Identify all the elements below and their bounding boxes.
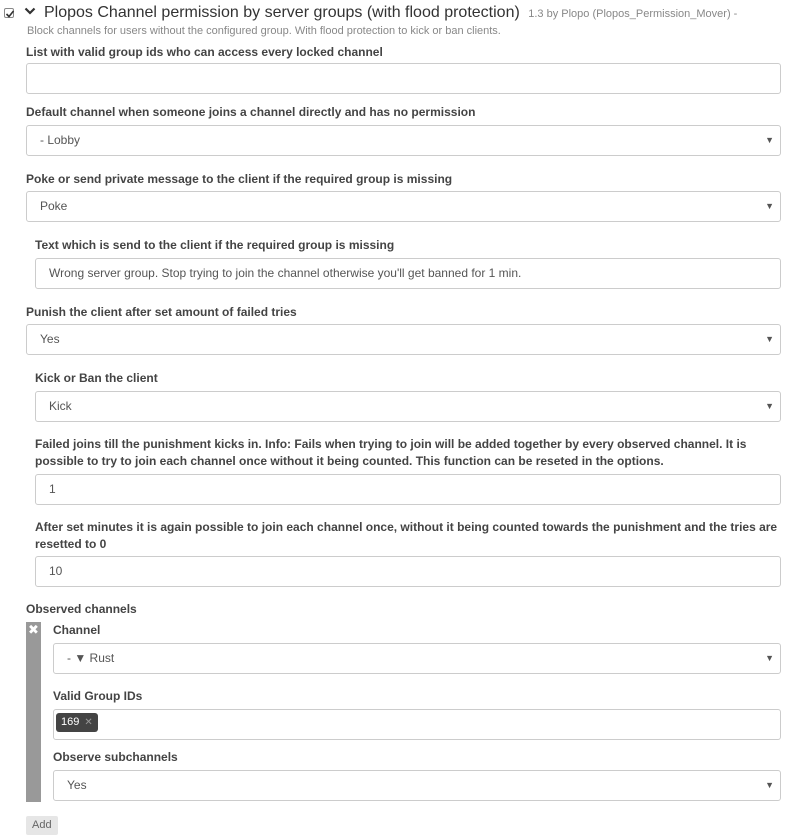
group-id-tag	[56, 713, 98, 732]
plugin-description: Block channels for users without the configured group. With flood protection to kick or ban clients.	[27, 25, 501, 37]
enable-checkbox[interactable]	[4, 8, 14, 18]
poke-or-pm-select[interactable]	[26, 191, 781, 222]
default-channel-select[interactable]	[26, 125, 781, 156]
group-ids-label: Valid Group IDs	[53, 689, 143, 703]
message-text-label: Text which is send to the client if the required group is missing	[35, 238, 395, 252]
group-ids-input[interactable]	[53, 709, 781, 740]
failed-joins-input[interactable]: 1	[35, 474, 781, 505]
remove-entry-icon[interactable]: ✖	[28, 622, 39, 637]
punish-value: Yes	[40, 332, 60, 346]
entry-sidebar	[26, 622, 41, 802]
kick-or-ban-select[interactable]	[35, 391, 781, 422]
default-channel-label: Default channel when someone joins a channel directly and has no permission	[26, 105, 476, 119]
add-button[interactable]: Add	[26, 816, 58, 835]
group-id-tag-label: 169	[61, 716, 80, 728]
default-channel-value: - Lobby	[40, 133, 81, 147]
failed-joins-label: Failed joins till the punishment kicks in. Info: Fails when trying to join will be added together by every observed channel. It is possible to try to join each channel once without it being counted. This function can be reseted in the options.	[35, 437, 747, 468]
plugin-title-row	[44, 4, 737, 22]
punish-label: Punish the client after set amount of failed tries	[26, 305, 297, 319]
subchannels-value: Yes	[67, 778, 87, 792]
poke-or-pm-value: Poke	[40, 199, 68, 213]
tag-remove-icon[interactable]: ✕	[84, 717, 93, 728]
valid-groups-label: List with valid group ids who can access every locked channel	[26, 45, 383, 59]
poke-or-pm-label: Poke or send private message to the client if the required group is missing	[26, 172, 453, 186]
dropdown-caret-icon: ▼	[765, 780, 774, 790]
reset-minutes-label: After set minutes it is again possible to join each channel once, without it being counted towards the punishment and the tries are resetted to 0	[35, 520, 778, 551]
dropdown-caret-icon: ▼	[765, 201, 774, 211]
reset-minutes-input[interactable]: 10	[35, 556, 781, 587]
channel-select[interactable]	[53, 643, 781, 674]
dropdown-caret-icon: ▼	[765, 334, 774, 344]
dropdown-caret-icon: ▼	[765, 653, 774, 663]
kick-or-ban-label: Kick or Ban the client	[35, 371, 158, 385]
checkmark-icon	[5, 9, 15, 19]
subchannels-label: Observe subchannels	[53, 750, 178, 764]
channel-value: - ▼ Rust	[67, 651, 115, 665]
kick-or-ban-value: Kick	[49, 399, 72, 413]
valid-groups-input[interactable]	[26, 63, 781, 94]
dropdown-caret-icon: ▼	[765, 401, 774, 411]
message-text-input[interactable]: Wrong server group. Stop trying to join the channel otherwise you'll get banned for 1 min.	[35, 258, 781, 289]
observed-channels-label: Observed channels	[26, 602, 137, 616]
channel-label: Channel	[53, 623, 101, 637]
punish-select[interactable]	[26, 324, 781, 355]
plugin-meta: 1.3 by Plopo (Plopos_Permission_Mover) -	[528, 8, 738, 20]
plugin-header	[0, 4, 808, 40]
chevron-down-icon[interactable]	[24, 6, 36, 16]
plugin-title: Plopos Channel permission by server groups (with flood protection)	[44, 4, 520, 21]
subchannels-select[interactable]	[53, 770, 781, 801]
dropdown-caret-icon: ▼	[765, 135, 774, 145]
